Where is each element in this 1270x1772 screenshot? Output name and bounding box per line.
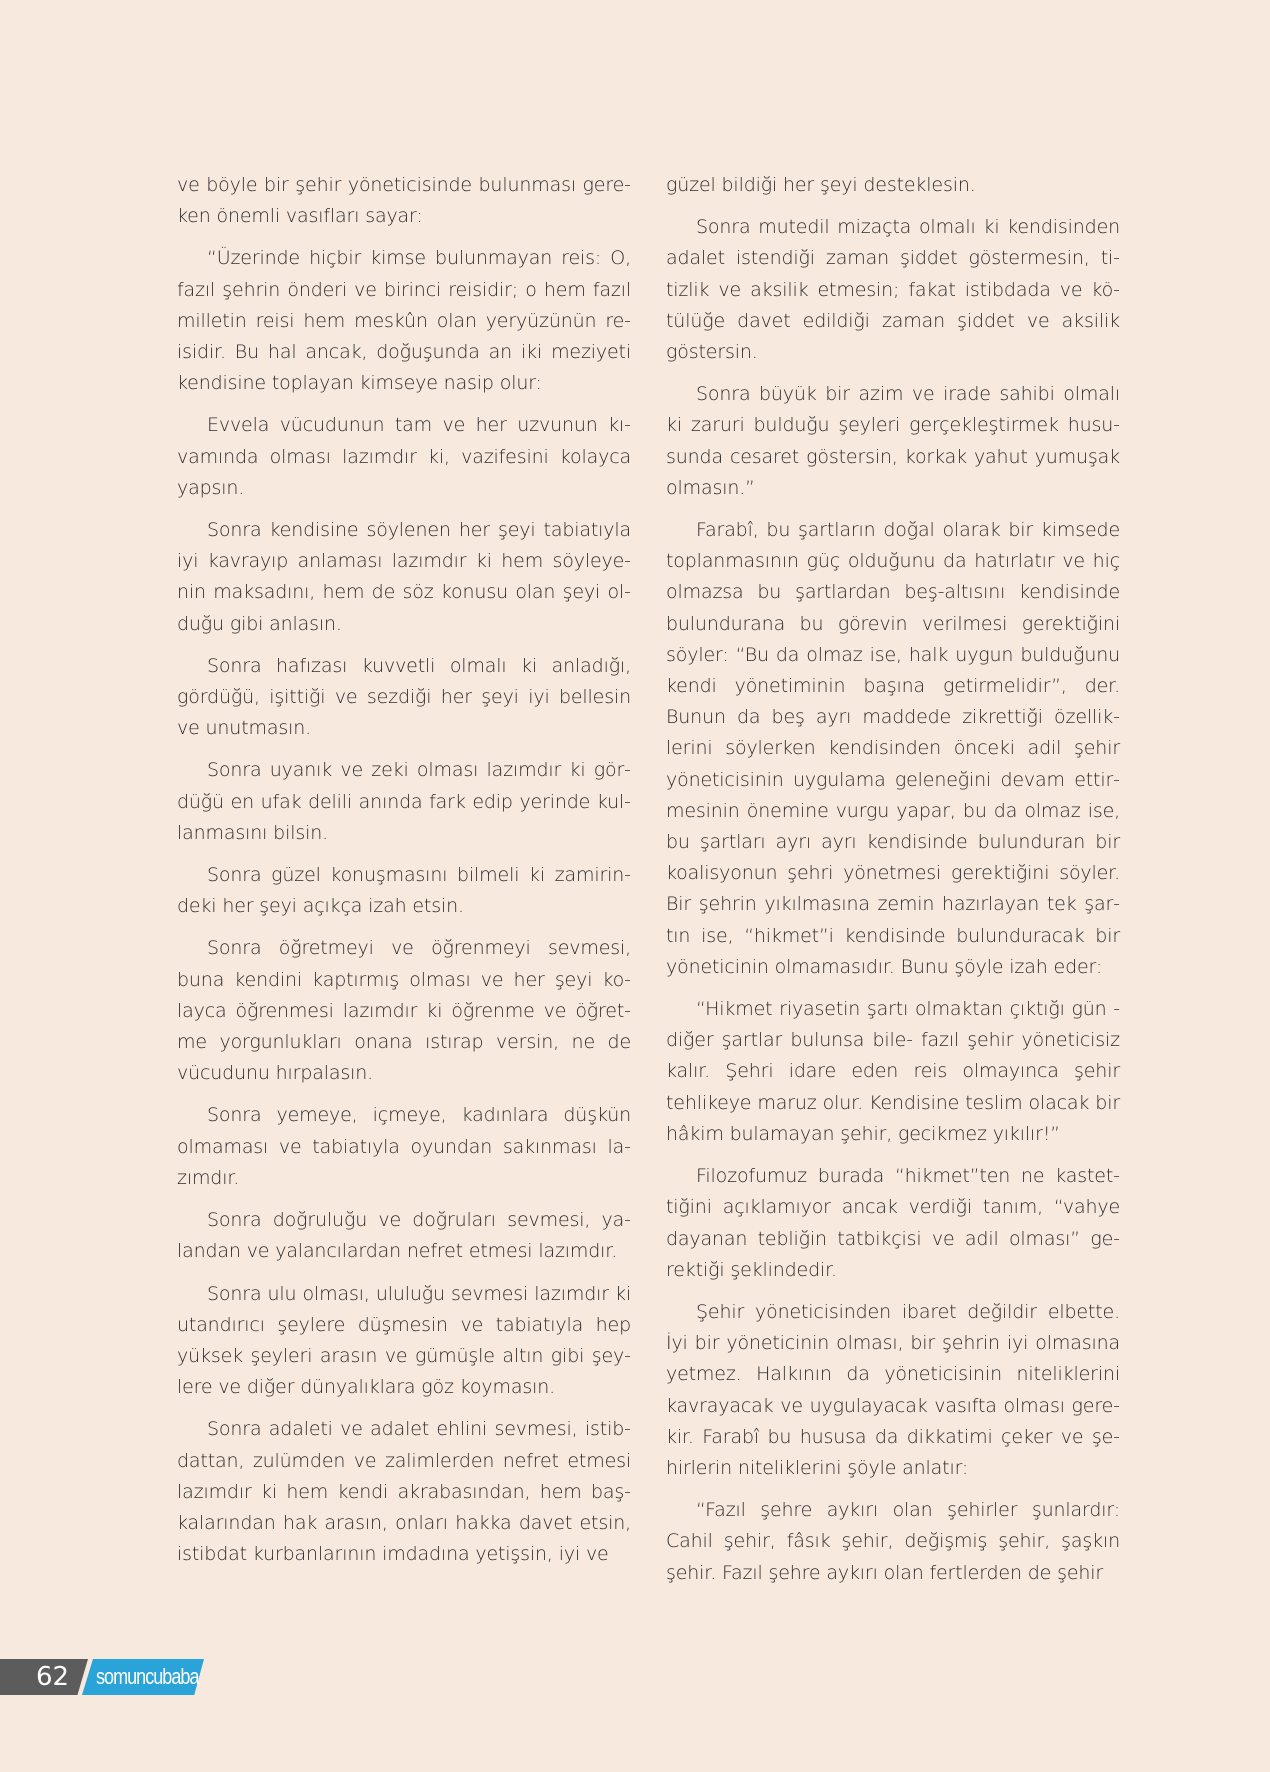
paragraph: Sonra yemeye, içmeye, kadınlara düşkün olmaması ve tabiatıyla oyundan sakınması lazımdır. [177, 1104, 631, 1189]
paragraph: Sonra hafızası kuvvetli olmalı ki anladığı, gördüğü, işittiği ve sezdiği her şeyi iyi bellesin ve unutmasın. [177, 654, 631, 740]
paragraph: “Fazıl şehre aykırı olan şehirler şunlardır: Cahil şehir, fâsık şehir, değişmiş şehir, şaşkın şehir. Fazıl şehre aykırı olan fertlerden de şehir [666, 1499, 1120, 1584]
paragraph: Farabî, bu şartların doğal olarak bir kimsede toplanmasının güç olduğunu da hatırlatır ve hiç olmazsa bu şartlardan beş-altısını kendisinde bulundurana bu görevin verilmesi gerektiğini söyler: “Bu da olmaz ise, halk uygun bulduğunu kendi yönetiminin başına getirmelidir”, der. Bunun da beş ayrı maddede zikrettiği özelliklerini söylerken kendisinden önceki adil şehir yöneticisinin uygulama geleneğini devam ettirmesinin önemine vurgu yapar, bu da olmaz ise, bu şartları ayrı ayrı kendisinde bulunduran bir koalisyonun şehri yönetmesi gerektiğini söyler. Bir şehrin yıkılmasına zemin hazırlayan tek şartın ise, “hikmet”i kendisinde bulunduracak bir yöneticinin olmamasıdır. Bunu şöyle izah eder: [666, 519, 1120, 978]
page-number: 62 [36, 1662, 70, 1692]
paragraph: güzel bildiği her şeyi desteklesin. [666, 174, 976, 196]
paragraph: Sonra kendisine söylenen her şeyi tabiatıyla iyi kavrayıp anlaması lazımdır ki hem söyleyenin maksadını, hem de söz konusu olan şeyi olduğu gibi anlasın. [177, 519, 631, 635]
paragraph: Sonra mutedil mizaçta olmalı ki kendisinden adalet istendiği zaman şiddet göstermesin, titizlik ve aksilik etmesin; fakat istibdada ve kötülüğe davet edildiği zaman şiddet ve aksilik göstersin. [666, 216, 1120, 364]
paragraph: Sonra büyük bir azim ve irade sahibi olmalı ki zaruri bulduğu şeyleri gerçekleştirmek hususunda cesaret göstersin, korkak yahut yumuşak olmasın.” [666, 383, 1120, 499]
page-footer [0, 1659, 210, 1695]
right-column [666, 170, 1120, 1600]
paragraph: Sonra ulu olması, ululuğu sevmesi lazımdır ki utandırıcı şeylere düşmesin ve tabiatıyla hep yüksek şeyleri arasın ve gümüşle altın gibi şeylere ve diğer dünyalıklara göz koymasın. [177, 1282, 631, 1399]
paragraph: Sonra uyanık ve zeki olması lazımdır ki gördüğü en ufak delili anında fark edip yerinde kullanmasını bilsin. [177, 759, 631, 844]
paragraph: ve böyle bir şehir yöneticisinde bulunması gereken önemli vasıfları sayar: [177, 174, 631, 228]
left-column [177, 170, 631, 1581]
paragraph: “Üzerinde hiçbir kimse bulunmayan reis: O, fazıl şehrin önderi ve birinci reisidir; o hem fazıl milletin reisi hem meskûn olan yeryüzünün reisidir. Bu hal ancak, doğuşunda an iki meziyeti kendisine toplayan kimseye nasip olur: [177, 247, 631, 395]
paragraph: Sonra doğruluğu ve doğruları sevmesi, yalandan ve yalancılardan nefret etmesi lazımdır. [177, 1209, 631, 1263]
paragraph: Evvela vücudunun tam ve her uzvunun kıvamında olması lazımdır ki, vazifesini kolayca yapsın. [177, 414, 631, 499]
magazine-logo: somuncubaba [96, 1664, 199, 1689]
paragraph: “Hikmet riyasetin şartı olmaktan çıktığı gün -diğer şartlar bulunsa bile- fazıl şehir yöneticisiz kalır. Şehri idare eden reis olmayınca şehir tehlikeye maruz olur. Kendisine teslim olacak bir hâkim bulamayan şehir, gecikmez yıkılır!” [666, 998, 1120, 1145]
paragraph: Filozofumuz burada “hikmet”ten ne kastettiğini açıklamıyor ancak verdiği tanım, “vahye dayanan tebliğin tatbikçisi ve adil olması” gerektiği şeklindedir. [666, 1165, 1120, 1281]
paragraph: Sonra öğretmeyi ve öğrenmeyi sevmesi, buna kendini kaptırmış olması ve her şeyi kolayca öğrenmesi lazımdır ki öğrenme ve öğretme yorgunlukları onana ıstırap versin, ne de vücudunu hırpalasın. [177, 937, 631, 1085]
paragraph: Şehir yöneticisinden ibaret değildir elbette. İyi bir yöneticinin olması, bir şehrin iyi olmasına yetmez. Halkının da yöneticisinin niteliklerini kavrayacak ve uygulayacak vasıfta olması gerekir. Farabî bu hususa da dikkatimi çeker ve şehirlerin niteliklerini şöyle anlatır: [666, 1300, 1120, 1479]
paragraph: Sonra adaleti ve adalet ehlini sevmesi, istibdattan, zulümden ve zalimlerden nefret etmesi lazımdır ki hem kendi akrabasından, hem başkalarından hak arasın, onları hakka davet etsin, istibdat kurbanlarının imdadına yetişsin, iyi ve [177, 1418, 631, 1566]
paragraph: Sonra güzel konuşmasını bilmeli ki zamirindeki her şeyi açıkça izah etsin. [177, 864, 631, 918]
